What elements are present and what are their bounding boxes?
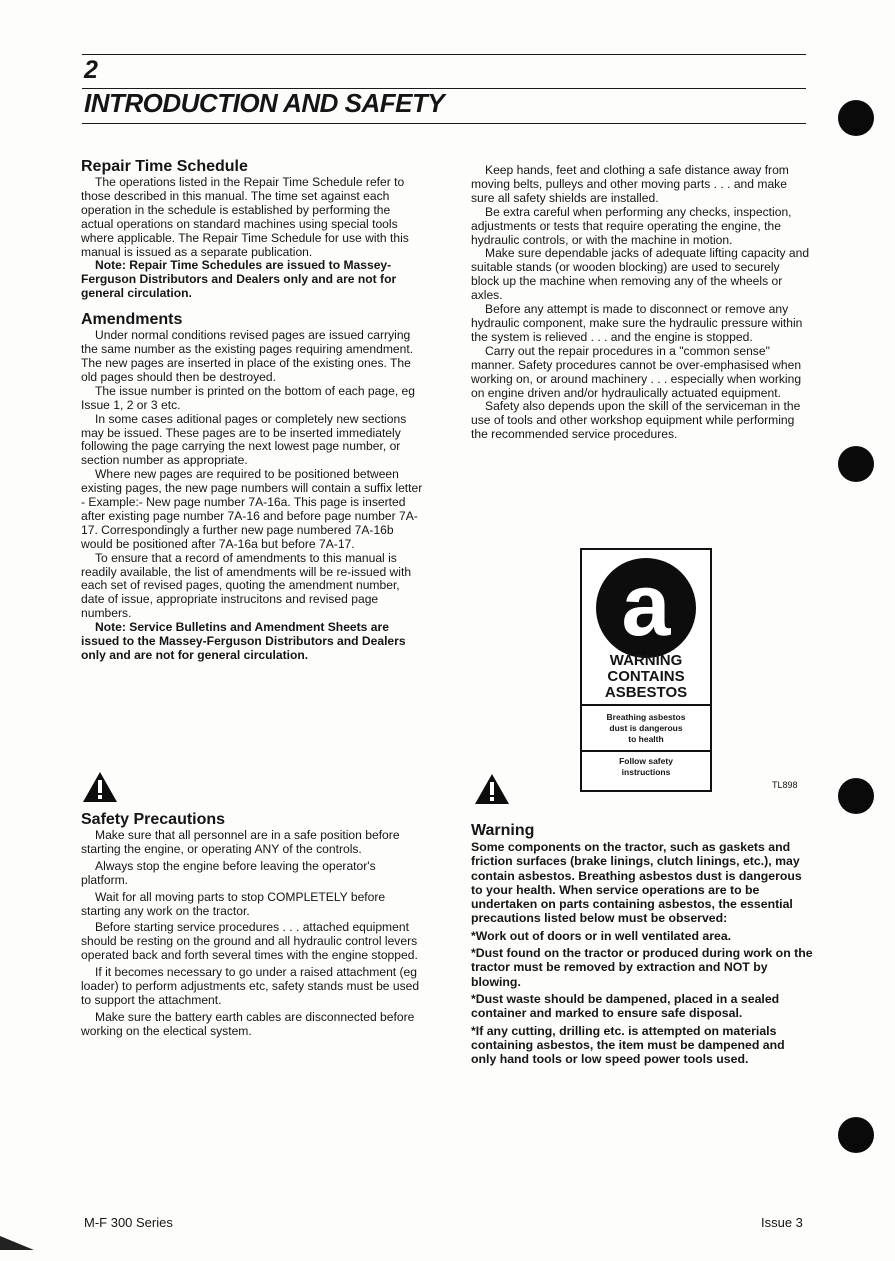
paragraph: To ensure that a record of amendments to this manual is readily available, the list of amendments will be re-issued with each set of revised pages, quoting the amendment number, date of issue, appropriate instrucitons and revised page numbers. [81,550,412,621]
paragraph: Where new pages are required to be positioned between existing pages, the new page numbers will contain a suffix letter - Example:- New page number 7A-16a. This page is inserted after existing page number 7A-16 and before page number 7A-17. Correspondingly a further new page numbered 7A-16b would be positioned after 7A-16a but before 7A-17. [81,467,423,551]
figure-reference: TL898 [772,780,798,790]
asbestos-logo-icon [596,555,696,658]
paragraph: Keep hands, feet and clothing a safe distance away from moving belts, pulleys and other moving parts . . . and make sure all safety shields are installed. [471,163,789,205]
footer-issue: Issue 3 [761,1215,803,1230]
sign-line: WARNING [609,652,683,669]
sign-small-line: instructions [621,767,671,777]
sign-warning-text [582,653,710,701]
paragraph: Carry out the repair procedures in a "common sense" manner. Safety procedures cannot be over-emphasised when working on, or around machinery . . . especially when working on engine driven and/or hydraulically actuated equipment. [471,343,802,400]
warning-triangle-icon [82,771,118,803]
punch-hole [838,446,874,482]
heading-safety-precautions: Safety Precautions [81,811,226,828]
sign-small-line: to health [628,734,664,744]
sign-divider [582,750,710,752]
right-column [471,164,811,442]
paragraph: The operations listed in the Repair Time Schedule refer to those described in this manual. The time set against each operation in the schedule is established by performing the actual operations on standard machines using special tools where applicable. The Repair Time Schedule for use with this manual is issued as a separate publication. [81,175,409,259]
sign-line: ASBESTOS [604,684,688,701]
sign-health-text [582,712,710,745]
heading-amendments: Amendments [81,311,183,329]
asbestos-logo-letter: a [621,555,671,654]
punch-hole [838,100,874,136]
paragraph: Be extra careful when performing any checks, inspection, adjustments or tests that require operating the engine, the hydraulic controls, or with the machine in motion. [471,204,792,247]
punch-hole [838,778,874,814]
paragraph: Always stop the engine before leaving the operator's platform. [81,858,376,887]
header-rule-top [82,54,806,55]
sign-divider [582,704,710,706]
punch-hole [838,1117,874,1153]
paragraph: Make sure dependable jacks of adequate lifting capacity and suitable stands (or wooden blocking) are used to securely block up the machine when removing any of the wheels or axles. [471,246,810,303]
paragraph: Wait for all moving parts to stop COMPLETELY before starting any work on the tractor. [81,889,386,918]
safety-section [81,810,426,1039]
bullet-item: *If any cutting, drilling etc. is attempted on materials containing asbestos, the item must be dampened and only hand tools or low speed power tools used. [471,1023,785,1067]
paragraph: Before any attempt is made to disconnect or remove any hydraulic component, make sure the hydraulic pressure within the system is relieved . . . and the engine is stopped. [471,302,803,344]
paragraph: The issue number is printed on the bottom of each page, eg Issue 1, 2 or 3 etc. [81,383,416,412]
sign-small-line: dust is dangerous [609,723,683,733]
paragraph: Before starting service procedures . . . attached equipment should be resting on the ground and all hydraulic control levers operated back and forth several times with the engine stopped. [81,920,418,963]
warning-text [471,840,813,1066]
paragraph: Make sure the battery earth cables are disconnected before working on the electical system. [81,1009,415,1038]
paragraph: Make sure that all personnel are in a safe position before starting the engine, or operating ANY of the controls. [81,828,400,856]
warning-triangle-icon [474,773,510,805]
asbestos-warning-sign [580,548,712,792]
bullet-item: *Dust found on the tractor or produced during work on the tractor must be removed by extraction and NOT by blowing. [471,946,813,989]
paragraph: Under normal conditions revised pages are issued carrying the same number as the existing pages requiring amendment. The new pages are inserted in place of the existing ones. The old pages should then be destroyed. [81,328,414,384]
note: Note: Service Bulletins and Amendment Sheets are issued to the Massey-Ferguson Distributors and Dealers only and are not for general circulation. [81,620,406,662]
paragraph: In some cases aditional pages or completely new sections may be issued. These pages are to be inserted immediately following the page carrying the next lowest page number, or section number as appropriate. [81,411,407,468]
paragraph: Safety also depends upon the skill of the serviceman in the use of tools and other workshop equipment while performing the recommended service procedures. [471,399,801,442]
header-rule-bottom [82,123,806,124]
asbestos-warning-section [471,821,813,1069]
sign-small-line: Follow safety [619,756,673,766]
paragraph: If it becomes necessary to go under a raised attachment (eg loader) to perform adjustments etc, safety stands must be used to support the attachment. [81,965,420,1007]
bullet-item: *Work out of doors or in well ventilated area. [471,928,732,943]
heading-repair-time-schedule: Repair Time Schedule [81,158,248,175]
footer-series: M-F 300 Series [84,1215,173,1230]
section-number: 2 [84,56,98,84]
paragraph: Some components on the tractor, such as gaskets and friction surfaces (brake linings, clutch linings, etc.), may contain asbestos. Breathing asbestos dust is dangerous to your health. When service operations are to be undertaken on parts containing asbestos, the essential precautions listed below must be observed: [471,840,802,926]
scan-corner-mark [0,1228,40,1252]
note: Note: Repair Time Schedules are issued to Massey-Ferguson Distributors and Dealers only and are not for general circulation. [81,258,397,301]
sign-line: CONTAINS [607,668,685,685]
bullet-item: *Dust waste should be dampened, placed in a sealed container and marked to ensure safe disposal. [471,991,780,1021]
left-column [81,157,423,663]
page-title: INTRODUCTION AND SAFETY [84,88,445,118]
sign-instructions-text [582,756,710,778]
heading-warning: Warning [471,822,535,839]
sign-small-line: Breathing asbestos [606,712,686,722]
